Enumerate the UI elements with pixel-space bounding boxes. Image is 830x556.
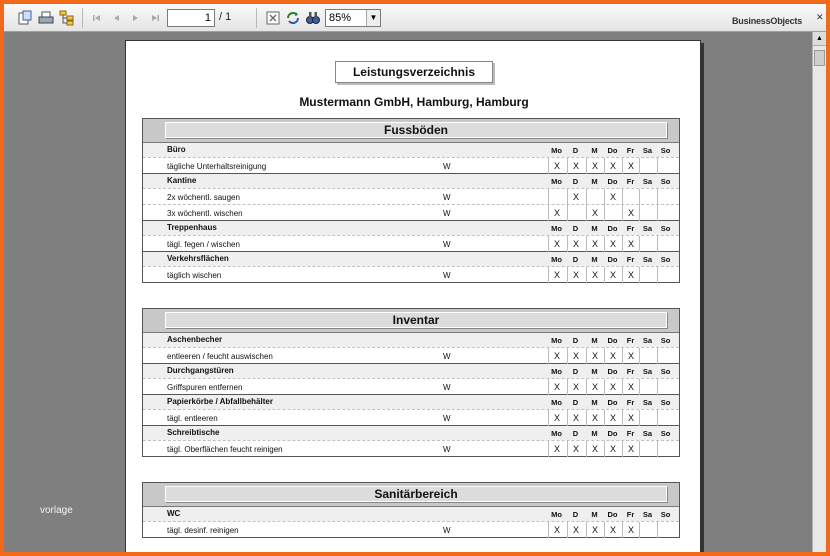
- scroll-up-icon[interactable]: ▲: [813, 32, 826, 46]
- search-icon[interactable]: [304, 9, 322, 27]
- day-mark: X: [586, 379, 603, 395]
- group-title: Treppenhaus: [167, 223, 217, 232]
- section: [142, 482, 680, 538]
- day-header: M: [591, 510, 598, 519]
- day-header: D: [572, 177, 579, 186]
- day-mark: X: [548, 441, 565, 457]
- day-header: Do: [607, 177, 618, 186]
- day-mark: [622, 189, 639, 205]
- day-mark: X: [586, 205, 603, 221]
- group-title: Verkehrsflächen: [167, 254, 229, 263]
- day-header: Fr: [626, 177, 635, 186]
- day-header: Sa: [642, 510, 653, 519]
- day-mark: [639, 441, 656, 457]
- day-header: D: [572, 429, 579, 438]
- day-mark: [548, 189, 565, 205]
- day-mark: X: [604, 236, 621, 252]
- group-header: [143, 507, 679, 521]
- page-number-input[interactable]: 1: [167, 9, 215, 27]
- day-mark: X: [604, 522, 621, 538]
- report-viewport: [8, 32, 812, 552]
- day-header: Mo: [551, 367, 562, 376]
- task-description: entleeren / feucht auswischen: [167, 352, 273, 361]
- task-description: täglich wischen: [167, 271, 222, 280]
- day-header: Do: [607, 224, 618, 233]
- task-row: [143, 235, 679, 251]
- group-tree-icon[interactable]: [58, 9, 76, 27]
- day-mark: [604, 205, 621, 221]
- day-mark: X: [604, 441, 621, 457]
- group-title: Büro: [167, 145, 186, 154]
- day-header: D: [572, 146, 579, 155]
- task-frequency: W: [443, 352, 451, 361]
- day-mark: X: [586, 522, 603, 538]
- day-header: Fr: [626, 510, 635, 519]
- task-description: tägl. entleeren: [167, 414, 218, 423]
- day-mark: X: [622, 410, 639, 426]
- day-mark: X: [586, 236, 603, 252]
- day-mark: X: [567, 410, 584, 426]
- first-page-icon[interactable]: [88, 9, 106, 27]
- group-header: [143, 174, 679, 188]
- export-icon[interactable]: [16, 9, 34, 27]
- day-mark: X: [567, 379, 584, 395]
- group-title: WC: [167, 509, 181, 518]
- task-description: 3x wöchentl. wischen: [167, 209, 243, 218]
- day-header: Fr: [626, 367, 635, 376]
- task-frequency: W: [443, 414, 451, 423]
- day-mark: [639, 189, 656, 205]
- task-row: [143, 521, 679, 537]
- group-header: [143, 395, 679, 409]
- day-mark: X: [604, 267, 621, 283]
- day-mark: X: [567, 348, 584, 364]
- day-header: D: [572, 255, 579, 264]
- day-header: D: [572, 224, 579, 233]
- day-mark: [657, 158, 674, 174]
- day-mark: X: [567, 441, 584, 457]
- zoom-value: 85%: [329, 12, 352, 24]
- task-description: tägliche Unterhaltsreinigung: [167, 162, 267, 171]
- section: [142, 118, 680, 283]
- group-title: Kantine: [167, 176, 197, 185]
- group-title: Schreibtische: [167, 428, 220, 437]
- day-mark: [657, 441, 674, 457]
- page-total: / 1: [219, 11, 232, 23]
- day-header: Sa: [642, 146, 653, 155]
- task-frequency: W: [443, 271, 451, 280]
- day-mark: [657, 205, 674, 221]
- day-mark: [657, 522, 674, 538]
- task-group: [143, 426, 679, 456]
- day-mark: [657, 267, 674, 283]
- day-mark: [639, 267, 656, 283]
- day-header: Mo: [551, 146, 562, 155]
- zoom-select[interactable]: [325, 9, 381, 27]
- task-description: tägl. fegen / wischen: [167, 240, 240, 249]
- day-mark: X: [548, 158, 565, 174]
- day-header: Mo: [551, 255, 562, 264]
- day-mark: X: [586, 267, 603, 283]
- day-header: Mo: [551, 429, 562, 438]
- day-mark: X: [567, 236, 584, 252]
- day-mark: [657, 236, 674, 252]
- task-row: [143, 440, 679, 456]
- day-mark: X: [548, 348, 565, 364]
- day-mark: X: [586, 348, 603, 364]
- day-header: Mo: [551, 336, 562, 345]
- day-mark: [586, 189, 603, 205]
- task-description: Griffspuren entfernen: [167, 383, 243, 392]
- group-header: [143, 426, 679, 440]
- day-header: Do: [607, 146, 618, 155]
- day-mark: [567, 205, 584, 221]
- close-doc-icon[interactable]: [264, 9, 282, 27]
- day-mark: [639, 236, 656, 252]
- day-header: Sa: [642, 367, 653, 376]
- task-frequency: W: [443, 193, 451, 202]
- day-header: So: [660, 146, 671, 155]
- task-frequency: W: [443, 162, 451, 171]
- day-header: So: [660, 429, 671, 438]
- group-header: [143, 143, 679, 157]
- day-header: Do: [607, 367, 618, 376]
- day-mark: [657, 410, 674, 426]
- day-header: D: [572, 336, 579, 345]
- day-mark: X: [604, 348, 621, 364]
- day-header: D: [572, 510, 579, 519]
- group-title: Aschenbecher: [167, 335, 223, 344]
- day-header: Do: [607, 336, 618, 345]
- day-header: Sa: [642, 255, 653, 264]
- task-group: [143, 143, 679, 174]
- group-header: [143, 333, 679, 347]
- group-header: [143, 221, 679, 235]
- day-mark: X: [567, 267, 584, 283]
- day-mark: X: [622, 441, 639, 457]
- day-header: Fr: [626, 429, 635, 438]
- task-group: [143, 333, 679, 364]
- section-title: Fussböden: [165, 122, 667, 138]
- report-title: Leistungsverzeichnis: [335, 61, 493, 83]
- task-description: 2x wöchentl. saugen: [167, 193, 240, 202]
- day-mark: X: [567, 522, 584, 538]
- day-mark: X: [622, 267, 639, 283]
- group-header: [143, 364, 679, 378]
- task-group: [143, 507, 679, 537]
- day-header: Mo: [551, 177, 562, 186]
- day-mark: X: [586, 158, 603, 174]
- day-mark: X: [622, 158, 639, 174]
- day-mark: X: [567, 158, 584, 174]
- day-mark: [657, 379, 674, 395]
- day-header: Mo: [551, 510, 562, 519]
- task-row: [143, 409, 679, 425]
- day-mark: X: [548, 410, 565, 426]
- task-row: [143, 204, 679, 220]
- day-header: Fr: [626, 255, 635, 264]
- day-header: Fr: [626, 224, 635, 233]
- task-description: tägl. Oberflächen feucht reinigen: [167, 445, 283, 454]
- day-header: So: [660, 177, 671, 186]
- day-header: Sa: [642, 177, 653, 186]
- day-header: Sa: [642, 429, 653, 438]
- company-name: Mustermann GmbH, Hamburg, Hamburg: [299, 95, 529, 109]
- day-mark: X: [604, 189, 621, 205]
- refresh-icon[interactable]: [284, 9, 302, 27]
- day-header: Sa: [642, 398, 653, 407]
- day-mark: [639, 158, 656, 174]
- day-header: M: [591, 336, 598, 345]
- prev-page-icon[interactable]: [108, 9, 126, 27]
- day-mark: X: [586, 410, 603, 426]
- section: [142, 308, 680, 457]
- day-header: So: [660, 398, 671, 407]
- report-page: [125, 40, 701, 552]
- task-row: [143, 188, 679, 204]
- task-row: [143, 347, 679, 363]
- day-header: Do: [607, 255, 618, 264]
- day-header: M: [591, 224, 598, 233]
- chevron-down-icon[interactable]: ▼: [366, 10, 380, 26]
- day-header: Do: [607, 398, 618, 407]
- day-header: D: [572, 398, 579, 407]
- task-group: [143, 395, 679, 426]
- day-header: Fr: [626, 336, 635, 345]
- day-mark: X: [548, 205, 565, 221]
- task-group: [143, 174, 679, 221]
- day-mark: [639, 348, 656, 364]
- section-title: Sanitärbereich: [165, 486, 667, 502]
- day-header: D: [572, 367, 579, 376]
- group-title: Papierkörbe / Abfallbehälter: [167, 397, 273, 406]
- day-mark: X: [548, 379, 565, 395]
- day-mark: X: [548, 236, 565, 252]
- last-page-icon[interactable]: [146, 9, 164, 27]
- day-header: M: [591, 398, 598, 407]
- task-row: [143, 157, 679, 173]
- day-header: M: [591, 146, 598, 155]
- watermark: vorlage: [40, 505, 73, 516]
- print-icon[interactable]: [37, 9, 55, 27]
- task-frequency: W: [443, 209, 451, 218]
- section-header: [143, 309, 679, 333]
- day-header: So: [660, 255, 671, 264]
- day-header: M: [591, 367, 598, 376]
- task-group: [143, 364, 679, 395]
- day-mark: [657, 189, 674, 205]
- day-mark: X: [622, 348, 639, 364]
- group-header: [143, 252, 679, 266]
- next-page-icon[interactable]: [126, 9, 144, 27]
- day-header: So: [660, 510, 671, 519]
- task-frequency: W: [443, 445, 451, 454]
- section-header: [143, 119, 679, 143]
- day-mark: [639, 205, 656, 221]
- day-mark: [657, 348, 674, 364]
- day-mark: [639, 379, 656, 395]
- day-header: So: [660, 367, 671, 376]
- day-mark: X: [604, 379, 621, 395]
- day-mark: X: [548, 522, 565, 538]
- day-header: So: [660, 336, 671, 345]
- task-row: [143, 378, 679, 394]
- day-header: Sa: [642, 336, 653, 345]
- day-mark: X: [586, 441, 603, 457]
- day-mark: [639, 522, 656, 538]
- day-header: M: [591, 429, 598, 438]
- day-mark: X: [622, 205, 639, 221]
- day-mark: X: [622, 236, 639, 252]
- day-mark: X: [567, 189, 584, 205]
- task-frequency: W: [443, 526, 451, 535]
- day-header: So: [660, 224, 671, 233]
- day-mark: X: [622, 379, 639, 395]
- close-icon[interactable]: ✕: [816, 12, 824, 22]
- toolbar: [4, 4, 826, 32]
- task-group: [143, 252, 679, 282]
- day-mark: X: [604, 410, 621, 426]
- day-header: Mo: [551, 224, 562, 233]
- vertical-scrollbar[interactable]: [812, 32, 826, 552]
- task-frequency: W: [443, 383, 451, 392]
- day-mark: X: [548, 267, 565, 283]
- day-header: Sa: [642, 224, 653, 233]
- day-header: Do: [607, 429, 618, 438]
- day-header: Do: [607, 510, 618, 519]
- task-description: tägl. desinf. reinigen: [167, 526, 239, 535]
- section-title: Inventar: [165, 312, 667, 328]
- day-mark: X: [622, 522, 639, 538]
- day-header: M: [591, 177, 598, 186]
- scroll-thumb[interactable]: [814, 50, 825, 66]
- task-group: [143, 221, 679, 252]
- report-viewer-window: [4, 4, 826, 552]
- section-header: [143, 483, 679, 507]
- task-row: [143, 266, 679, 282]
- day-header: Mo: [551, 398, 562, 407]
- task-frequency: W: [443, 240, 451, 249]
- day-header: M: [591, 255, 598, 264]
- brand-logo: BusinessObjects: [732, 16, 803, 26]
- day-mark: X: [604, 158, 621, 174]
- day-header: Fr: [626, 146, 635, 155]
- day-header: Fr: [626, 398, 635, 407]
- group-title: Durchgangstüren: [167, 366, 234, 375]
- day-mark: [639, 410, 656, 426]
